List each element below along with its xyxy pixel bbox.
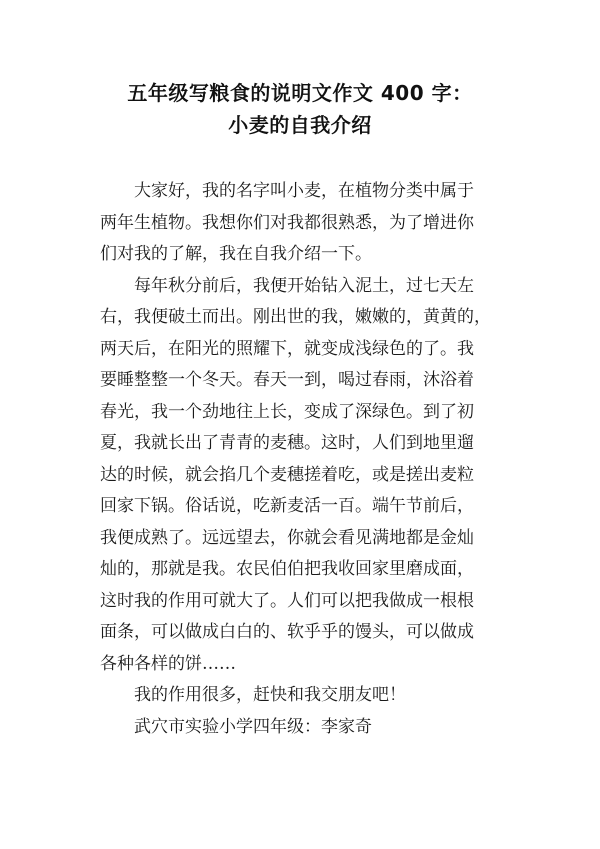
essay-line: 武穴市实验小学四年级：李家奇 <box>100 716 372 737</box>
essay-line: 们对我的了解，我在自我介绍一下。 <box>100 244 372 264</box>
essay-line: 每年秋分前后，我便开始钻入泥土，过七天左 <box>100 275 474 296</box>
document-title-line-2: 小麦的自我介绍 <box>228 113 372 137</box>
essay-line: 大家好，我的名字叫小麦，在植物分类中属于 <box>100 181 474 201</box>
essay-line: 回家下锅。俗话说，吃新麦活一百。端午节前后， <box>100 496 474 516</box>
essay-line: 我的作用很多，赶快和我交朋友吧！ <box>100 685 406 705</box>
essay-line: 两年生植物。我想你们对我都很熟悉，为了增进你 <box>100 212 474 233</box>
essay-line: 各种各样的饼…… <box>100 653 236 674</box>
essay-line: 我便成熟了。远远望去，你就会看见满地都是金灿 <box>100 527 474 548</box>
essay-line: 达的时候，就会掐几个麦穗搓着吃，或是搓出麦粒 <box>100 464 474 485</box>
essay-line: 夏，我就长出了青青的麦穗。这时，人们到地里遛 <box>100 433 474 453</box>
document-title-line-1: 五年级写粮食的说明文作文 400 字： <box>127 81 473 105</box>
essay-line: 灿的，那就是我。农民伯伯把我收回家里磨成面， <box>100 559 474 579</box>
essay-line: 右，我便破土而出。刚出世的我，嫩嫩的，黄黄的， <box>100 307 491 327</box>
essay-line: 春光，我一个劲地往上长，变成了深绿色。到了初 <box>100 401 474 422</box>
essay-line: 面条，可以做成白白的、软乎乎的馒头，可以做成 <box>100 622 474 642</box>
essay-line: 两天后，在阳光的照耀下，就变成浅绿色的了。我 <box>100 338 474 359</box>
essay-line: 要睡整整一个冬天。春天一到，喝过春雨，沐浴着 <box>100 370 474 390</box>
essay-body <box>100 176 520 743</box>
essay-line: 这时我的作用可就大了。人们可以把我做成一根根 <box>100 590 474 611</box>
